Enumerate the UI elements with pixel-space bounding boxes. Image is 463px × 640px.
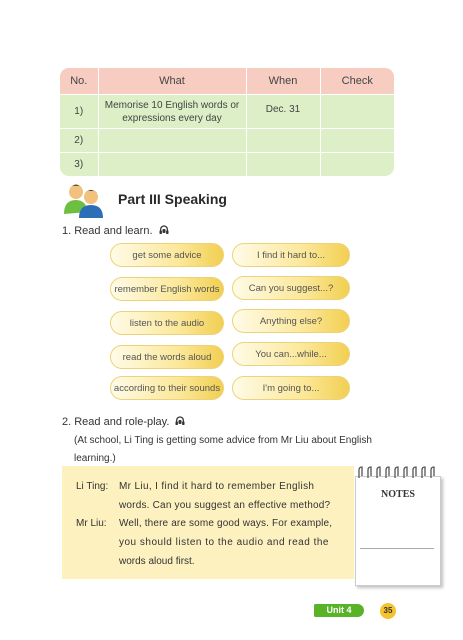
- section-title: Part III Speaking: [118, 191, 227, 207]
- headphone-icon[interactable]: [175, 416, 185, 426]
- table-cell: [98, 129, 246, 153]
- table-cell: Dec. 31: [246, 95, 320, 129]
- table-header-cell: Check: [320, 68, 394, 95]
- speaker-label: Mr Liu:: [76, 518, 107, 529]
- read-learn-heading-text: 1. Read and learn.: [62, 225, 153, 237]
- notes-pad: [355, 476, 441, 586]
- table-header-cell: No.: [60, 68, 98, 95]
- table-cell: [320, 153, 394, 176]
- table-cell: Memorise 10 English words or expressions every day: [98, 95, 246, 129]
- table-row: [60, 153, 394, 176]
- phrase-pill: I'm going to...: [232, 376, 350, 400]
- dialogue-line: you should listen to the audio and read the: [119, 537, 329, 548]
- role-play-heading: [62, 416, 185, 428]
- table-cell: [320, 95, 394, 129]
- table-row: [60, 129, 394, 153]
- phrase-pill: Can you suggest...?: [232, 276, 350, 300]
- dialogue-line: words. Can you suggest an effective method?: [119, 500, 331, 511]
- table-header-row: [60, 68, 394, 95]
- table-cell: 2): [60, 129, 98, 153]
- table-cell: [246, 129, 320, 153]
- unit-badge: Unit 4: [314, 604, 364, 617]
- table-cell: [320, 129, 394, 153]
- table-cell: 1): [60, 95, 98, 129]
- table-cell: [98, 153, 246, 176]
- phrase-pill: I find it hard to...: [232, 243, 350, 267]
- plan-table: [60, 68, 394, 176]
- speaker-label: Li Ting:: [76, 481, 109, 492]
- intro-line: learning.): [74, 453, 116, 464]
- table-header-cell: When: [246, 68, 320, 95]
- phrase-pill: remember English words: [110, 277, 224, 301]
- table-header-cell: What: [98, 68, 246, 95]
- spiral-binding-icon: [354, 466, 440, 480]
- table-row: [60, 95, 394, 129]
- phrase-pill: You can...while...: [232, 342, 350, 366]
- phrase-pill: read the words aloud: [110, 345, 224, 369]
- dialogue-line: Well, there are some good ways. For example,: [119, 518, 333, 529]
- phrase-pill: Anything else?: [232, 309, 350, 333]
- role-play-intro: [74, 432, 400, 468]
- table-cell: [246, 153, 320, 176]
- phrase-pill: according to their sounds: [110, 376, 224, 400]
- dialogue-line: words aloud first.: [119, 556, 195, 567]
- read-learn-heading: [62, 225, 169, 237]
- people-icon: [62, 182, 106, 218]
- table-cell: 3): [60, 153, 98, 176]
- role-play-heading-text: 2. Read and role-play.: [62, 416, 170, 428]
- phrase-pill: listen to the audio: [110, 311, 224, 335]
- phrase-pill: get some advice: [110, 243, 224, 267]
- dialogue-line: Mr Liu, I find it hard to remember English: [119, 481, 315, 492]
- headphone-icon[interactable]: [159, 225, 169, 235]
- page-number: 35: [380, 603, 396, 619]
- intro-line: (At school, Li Ting is getting some advice from Mr Liu about English: [74, 435, 372, 446]
- notes-writing-line: [360, 548, 434, 549]
- notes-title: NOTES: [381, 489, 415, 500]
